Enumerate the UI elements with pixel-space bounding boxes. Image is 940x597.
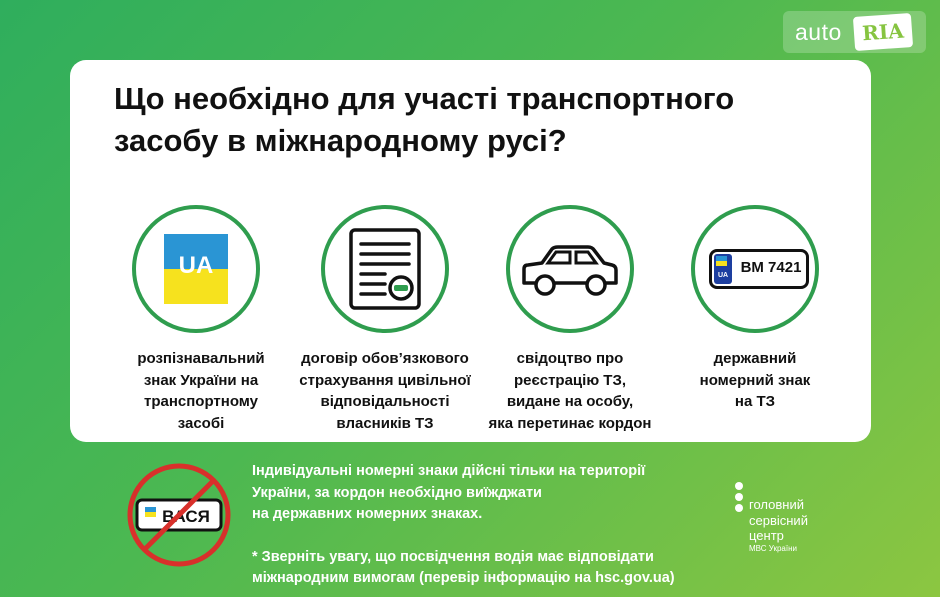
plate-number: ВМ 7421 xyxy=(740,259,802,276)
flag-circle xyxy=(132,205,260,333)
custom-plate-prohibited-icon xyxy=(126,462,232,568)
hsc-name: головний сервісний центр xyxy=(749,497,808,543)
requirements-card xyxy=(70,60,871,442)
ukraine-flag-icon xyxy=(164,234,228,304)
title-line-2: засобу в міжнародному русі? xyxy=(114,123,567,158)
hsc-dots-icon xyxy=(735,482,745,515)
logo-auto-text: auto xyxy=(795,18,842,45)
license-plate-icon xyxy=(709,249,809,289)
document-circle xyxy=(321,205,449,333)
autoria-logo[interactable] xyxy=(783,11,926,53)
plates-notice: Індивідуальні номерні знаки дійсні тільки на території України, за кордон необхідно виїжджати на державних номерних знаках. * Зверніть увагу, що посвідчення водія має відповідати міжнародним вимогам (перевір інформацію на hsc.gov.ua) xyxy=(252,461,722,590)
caption-registration: свідоцтво про реєстрацію ТЗ, видане на особу, яка перетинає кордон xyxy=(488,350,652,432)
plate-country-code: UA xyxy=(717,272,729,279)
car-circle xyxy=(506,205,634,333)
license-note: * Зверніть увагу, що посвідчення водія має відповідати xyxy=(252,548,654,565)
caption-plate: державний номерний знак на ТЗ xyxy=(699,350,811,410)
caption-insurance: договір обов’язкового страхування цивільної відповідальності власників ТЗ xyxy=(299,350,471,432)
logo-ria-badge: RIA xyxy=(853,13,913,51)
document-icon xyxy=(345,226,425,312)
caption-flag: розпізнавальний знак України на транспортному засобі xyxy=(137,350,265,432)
custom-plate-text: ВАСЯ xyxy=(162,507,210,526)
flag-ua-text: UA xyxy=(178,252,214,279)
plate-circle xyxy=(691,205,819,333)
page-title xyxy=(114,78,854,162)
hsc-subtitle: МВС України xyxy=(749,544,797,553)
title-line-1: Що необхідно для участі транспортного xyxy=(114,81,735,116)
car-icon xyxy=(518,239,622,299)
